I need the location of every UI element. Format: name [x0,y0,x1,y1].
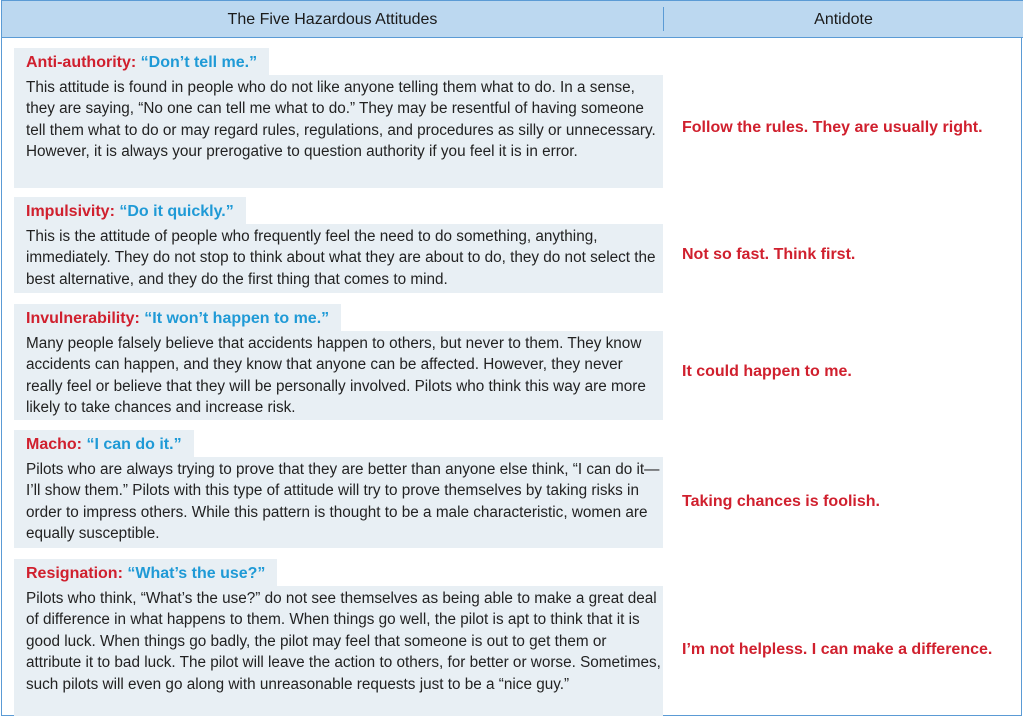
attitude-description: This is the attitude of people who frequently feel the need to do something, anything, immediately. They do not stop to think about what they are about to do, they do not select the best alternative, and they do the first thing that comes to mind. [14,224,663,293]
attitude-tag [14,48,269,76]
antidote-text: I’m not helpless. I can make a difference. [682,641,993,658]
antidote-text: Follow the rules. They are usually right. [682,119,983,136]
table-row [2,197,1023,293]
header-hazardous-attitudes: The Five Hazardous Attitudes [227,11,438,28]
attitude-tag [14,197,246,225]
attitude-quote: “Do it quickly.” [119,203,234,220]
attitude-quote: “What’s the use?” [127,565,266,582]
attitude-quote: “It won’t happen to me.” [144,310,330,327]
attitude-name: Impulsivity: [26,203,115,220]
antidote-text: It could happen to me. [682,363,852,380]
table-row [2,430,1023,548]
table-row [2,559,1023,716]
table-row [2,304,1023,419]
attitudes-table [1,0,1022,716]
attitude-description: Pilots who think, “What’s the use?” do not see themselves as being able to make a great deal of difference in what happens to them. When things go well, the pilot is apt to think that it is good luck. When things go badly, the pilot may feel that someone is out to get them or attribute it to bad luck. The pilot will leave the action to others, for better or worse. Sometimes, such pilots will even go along with unreasonable requests just to be a “nice guy.” [14,586,663,716]
attitude-tag [14,430,194,458]
attitude-quote: “Don’t tell me.” [140,54,258,71]
header-antidote: Antidote [814,11,873,28]
attitude-description: Pilots who are always trying to prove that they are better than anyone else think, “I can do it—I’ll show them.” Pilots with this type of attitude will try to prove themselves by taking risks in order to impress others. While this pattern is thought to be a male characteristic, women are equally susceptible. [14,457,663,548]
attitude-name: Invulnerability: [26,310,140,327]
antidote-text: Taking chances is foolish. [682,493,880,510]
attitude-name: Resignation: [26,565,123,582]
attitude-description: This attitude is found in people who do not like anyone telling them what to do. In a sense, they are saying, “No one can tell me what to do.” They may be resentful of having someone tell them what to do or may regard rules, regulations, and procedures as silly or unnecessary. However, it is always your prerogative to question authority if you feel it is in error. [14,75,663,188]
attitude-quote: “I can do it.” [86,436,182,453]
attitude-tag [14,559,277,587]
attitude-name: Anti-authority: [26,54,137,71]
table-header [2,0,1023,38]
table-row [2,48,1023,188]
attitude-tag [14,304,341,332]
attitude-description: Many people falsely believe that accidents happen to others, but never to them. They know accidents can happen, and they know that anyone can be affected. However, they never really feel or believe that they will be personally involved. Pilots who think this way are more likely to take chances and increase risk. [14,331,663,420]
antidote-text: Not so fast. Think first. [682,246,856,263]
attitude-name: Macho: [26,436,82,453]
